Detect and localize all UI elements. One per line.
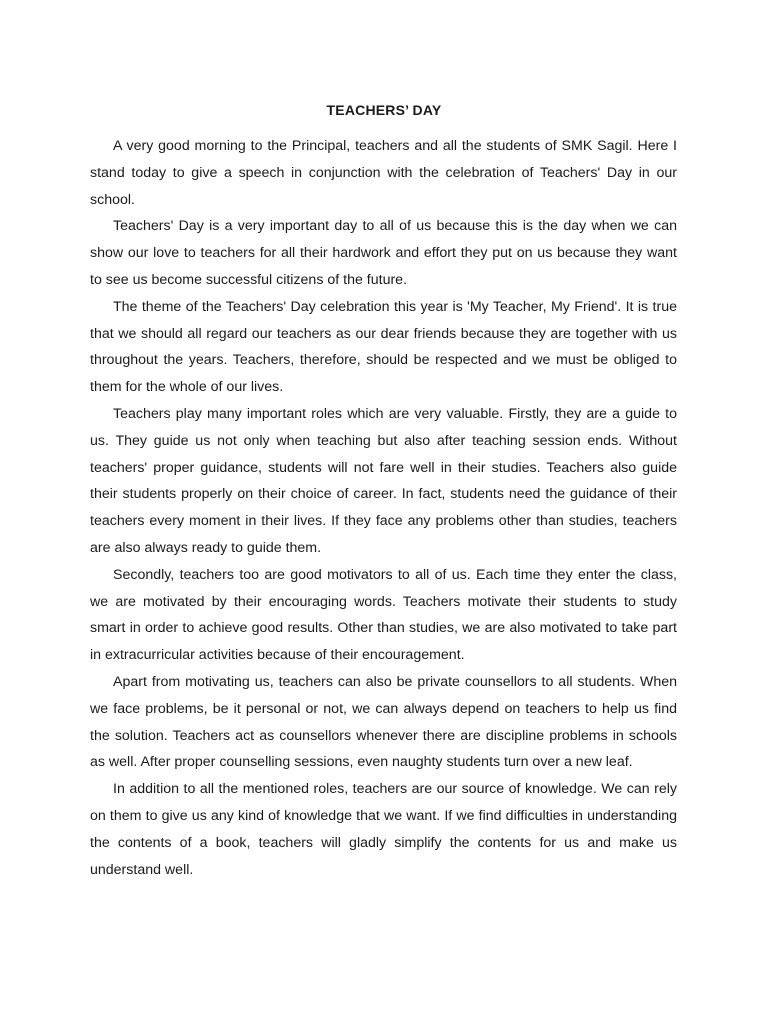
paragraph-greeting: A very good morning to the Principal, teachers and all the students of SMK Sagil. Here I stand today to give a speech in conjunction with the celebration of Teachers' Day in our school. xyxy=(90,138,677,208)
document-body xyxy=(90,133,677,883)
paragraph-motivators: Secondly, teachers too are good motivators to all of us. Each time they enter the class, we are motivated by their encouraging words. Teachers motivate their students to study smart in order to achieve good results. Other than studies, we are also motivated to take part in extracurricular activities because of their encouragement. xyxy=(90,566,677,664)
paragraph-guide: Teachers play many important roles which are very valuable. Firstly, they are a guide to us. They guide us not only when teaching but also after teaching session ends. Without teachers' proper guidance, students will not fare well in their studies. Teachers also guide their students properly on their choice of career. In fact, students need the guidance of their teachers every moment in their lives. If they face any problems other than studies, teachers are also always ready to guide them. xyxy=(90,405,677,556)
document-title: TEACHERS’ DAY xyxy=(326,102,442,118)
paragraph-counsellors: Apart from motivating us, teachers can also be private counsellors to all students. When we face problems, be it personal or not, we can always depend on teachers to help us find the solution. Teachers act as counsellors whenever there are discipline problems in schools as well. After proper counselling sessions, even naughty students turn over a new leaf. xyxy=(90,673,677,771)
paragraph-theme: The theme of the Teachers' Day celebration this year is 'My Teacher, My Friend'. It is true that we should all regard our teachers as our dear friends because they are together with us throughout the years. Teachers, therefore, should be respected and we must be obliged to them for the whole of our lives. xyxy=(90,298,677,396)
paragraph-importance: Teachers' Day is a very important day to all of us because this is the day when we can show our love to teachers for all their hardwork and effort they put on us because they want to see us become successful citizens of the future. xyxy=(90,218,677,288)
paragraph-knowledge: In addition to all the mentioned roles, teachers are our source of knowledge. We can rely on them to give us any kind of knowledge that we want. If we find difficulties in understanding the contents of a book, teachers will gladly simplify the contents for us and make us understand well. xyxy=(90,781,677,878)
